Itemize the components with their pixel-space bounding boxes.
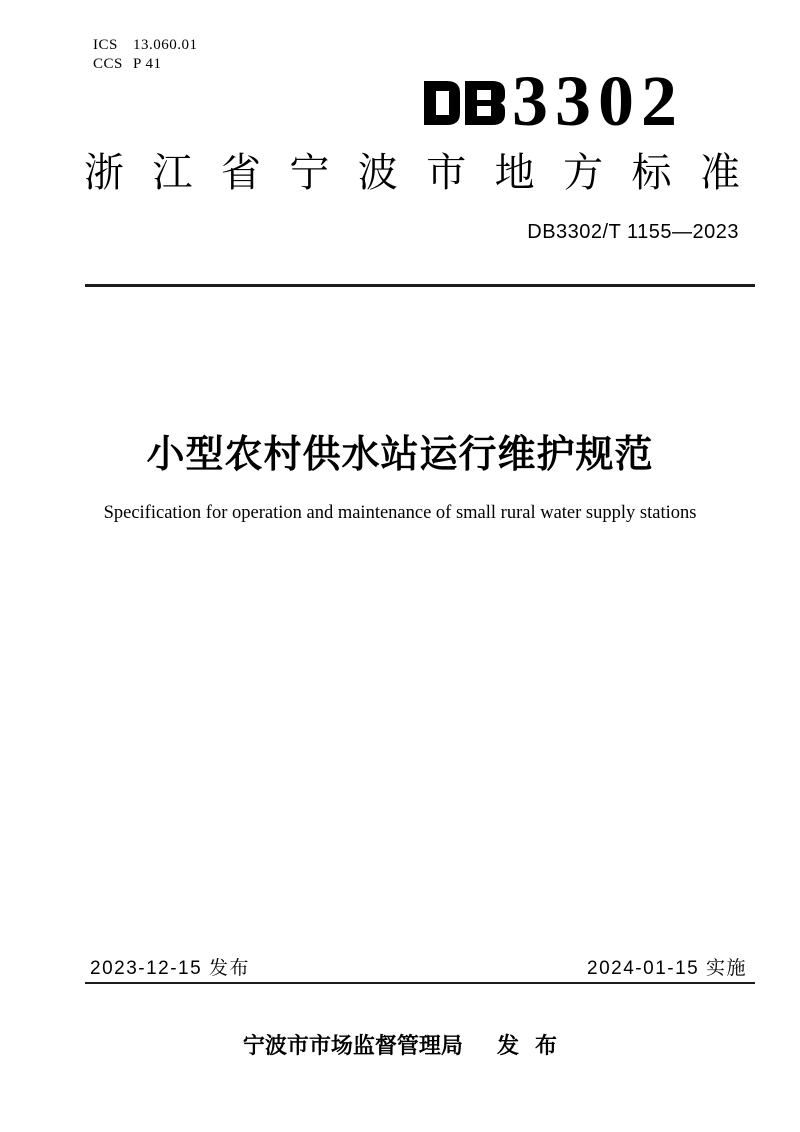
publish-action: 发 布: [496, 1033, 558, 1058]
document-title-en: Specification for operation and maintenance of small rural water supply stations: [103, 503, 697, 523]
footer-rule: [85, 982, 755, 984]
implementation-date: 2024-01-15 实施: [587, 958, 747, 979]
ics-value: 13.060.01: [133, 37, 198, 53]
standard-number: DB3302/T 1155—2023: [527, 221, 739, 243]
dates-row: [90, 953, 747, 980]
header-rule: [85, 284, 755, 287]
ccs-line: [93, 55, 198, 74]
document-title-cn: 小型农村供水站运行维护规范: [146, 434, 654, 476]
ccs-label: CCS: [93, 56, 123, 72]
ccs-value: P 41: [133, 56, 162, 72]
publisher-name: 宁波市市场监督管理局: [242, 1033, 463, 1058]
issue-date: 2023-12-15 发布: [90, 958, 250, 979]
ics-label: ICS: [93, 37, 118, 53]
db-logo-letter-b-icon: [465, 81, 505, 125]
ics-line: [93, 36, 198, 55]
classification-codes: [93, 36, 198, 74]
db-logo-letter-d-icon: [424, 81, 460, 125]
db-logo: [424, 61, 686, 141]
publisher-line: [0, 1029, 800, 1060]
db-logo-digits: 3302: [512, 61, 684, 141]
standard-category-title: 浙 江 省 宁 波 市 地 方 标 准: [84, 151, 740, 195]
